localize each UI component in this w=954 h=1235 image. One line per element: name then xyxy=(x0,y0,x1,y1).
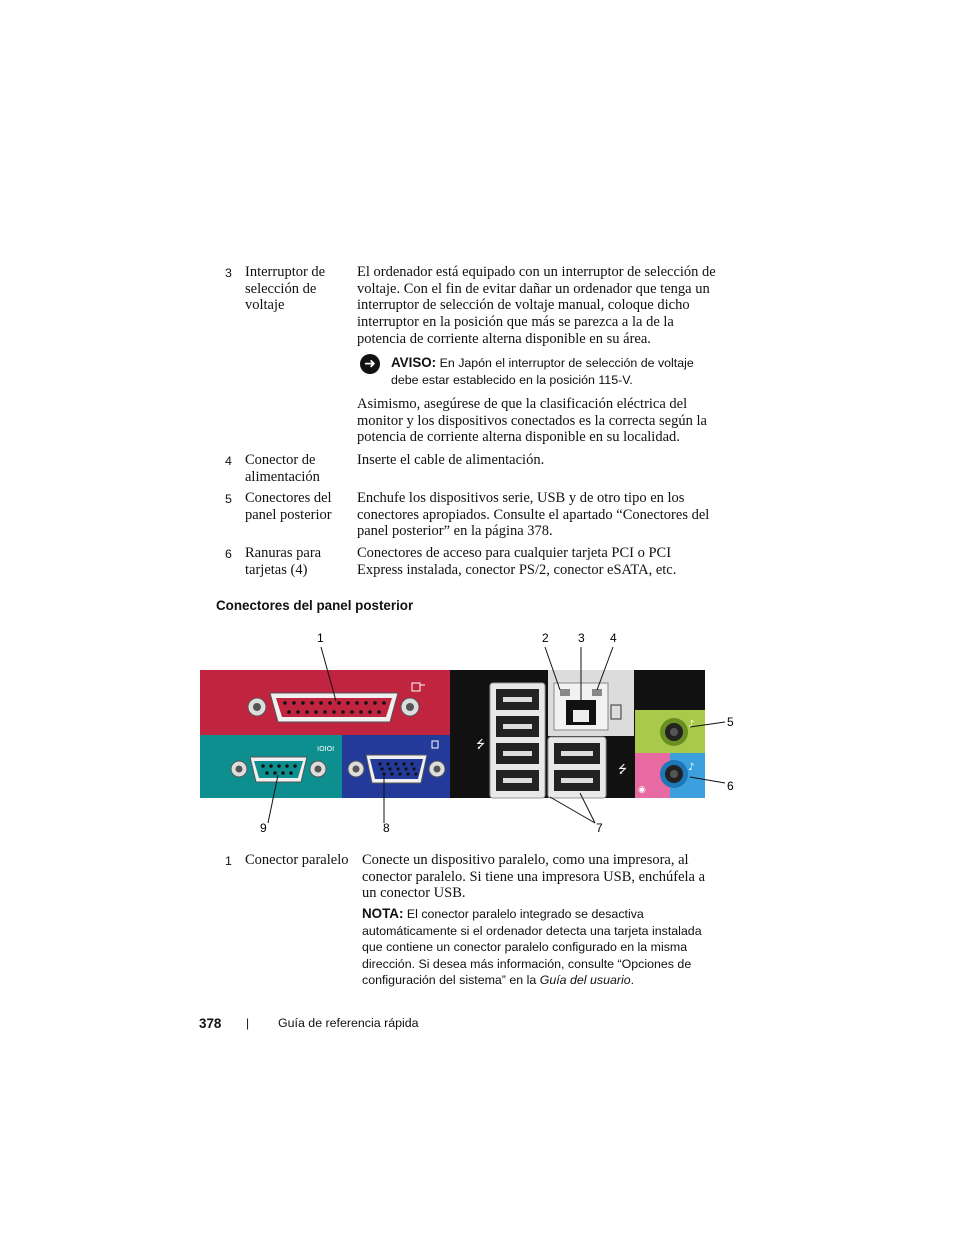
callout-8: 8 xyxy=(383,821,390,835)
callout-2: 2 xyxy=(542,631,549,645)
row-description: Conecte un dispositivo paralelo, como una impresora, al conector paralelo. Si tiene una impresora USB, enchúfela a un conector USB. xyxy=(362,852,706,902)
row-number: 4 xyxy=(225,454,232,468)
callout-9: 9 xyxy=(260,821,267,835)
nota-text: El conector paralelo integrado se desactiva automáticamente si el ordenador detecta una tarjeta instalada que contiene un conector paralelo configurado en la misma dirección. Si desea más información, consulte “Opciones de configuración del sistema” en la xyxy=(362,907,702,988)
row-number: 3 xyxy=(225,266,232,280)
section-heading: Conectores del panel posterior xyxy=(216,598,414,613)
serial-port-icon: IOIOI xyxy=(317,745,335,753)
row-label: Ranuras para tarjetas (4) xyxy=(245,545,322,578)
callout-4: 4 xyxy=(610,631,617,645)
aviso-text: En Japón el interruptor de selección de voltaje debe estar establecido en la posición 115-V. xyxy=(391,356,694,387)
row-label: Conector paralelo xyxy=(245,852,349,868)
callout-6: 6 xyxy=(727,779,734,793)
nota-italic: Guía del usuario xyxy=(539,973,631,988)
usb-icon: ⭍ xyxy=(618,763,628,776)
callout-7: 7 xyxy=(596,821,603,835)
microphone-icon: ◉ xyxy=(638,785,646,795)
row-number: 6 xyxy=(225,547,232,561)
row-description: El ordenador está equipado con un interruptor de selección de voltaje. Con el fin de evitar dañar un ordenador que tenga un interruptor de selección de voltaje manual, coloque dicho interruptor en la posición que más se parezca a la de la potencia de corriente alterna disponible en su área. xyxy=(357,264,716,347)
aviso-note xyxy=(391,355,721,388)
row-label: Conector de alimentación xyxy=(245,452,320,485)
row-label: Conectores del panel posterior xyxy=(245,490,332,523)
usb-icon: ⭍ xyxy=(476,738,486,751)
arrow-right-circle-icon: ➜ xyxy=(360,354,380,374)
line-in-jack xyxy=(660,760,688,788)
row-number: 5 xyxy=(225,492,232,506)
row-description: Inserte el cable de alimentación. xyxy=(357,452,545,468)
callout-1: 1 xyxy=(317,631,324,645)
footer-title: Guía de referencia rápida xyxy=(278,1016,419,1030)
callout-5: 5 xyxy=(727,715,734,729)
aviso-label: AVISO: xyxy=(391,355,437,370)
row-description: Enchufe los dispositivos serie, USB y de otro tipo en los conectores apropiados. Consulte el apartado “Conectores del panel posterior” en la página 378. xyxy=(357,490,710,540)
back-panel-diagram xyxy=(190,625,750,840)
line-out-jack xyxy=(660,718,688,746)
footer-separator: | xyxy=(246,1016,250,1030)
row-label: Interruptor de selección de voltaje xyxy=(245,264,326,314)
page-number: 378 xyxy=(199,1016,222,1031)
nota-end: . xyxy=(630,973,635,988)
nota-label: NOTA: xyxy=(362,906,404,921)
speaker-icon: ♪ xyxy=(688,719,695,730)
row-number: 1 xyxy=(225,854,232,868)
extra-paragraph: Asimismo, asegúrese de que la clasificación eléctrica del monitor y los dispositivos conectados es la correcta según la potencia de corriente alterna disponible en su localidad. xyxy=(357,396,707,446)
line-in-icon: ♪ xyxy=(688,762,695,773)
row-description: Conectores de acceso para cualquier tarjeta PCI o PCI Express instalada, conector PS/2, conector eSATA, etc. xyxy=(357,545,677,578)
nota-note xyxy=(362,906,717,989)
callout-3: 3 xyxy=(578,631,585,645)
